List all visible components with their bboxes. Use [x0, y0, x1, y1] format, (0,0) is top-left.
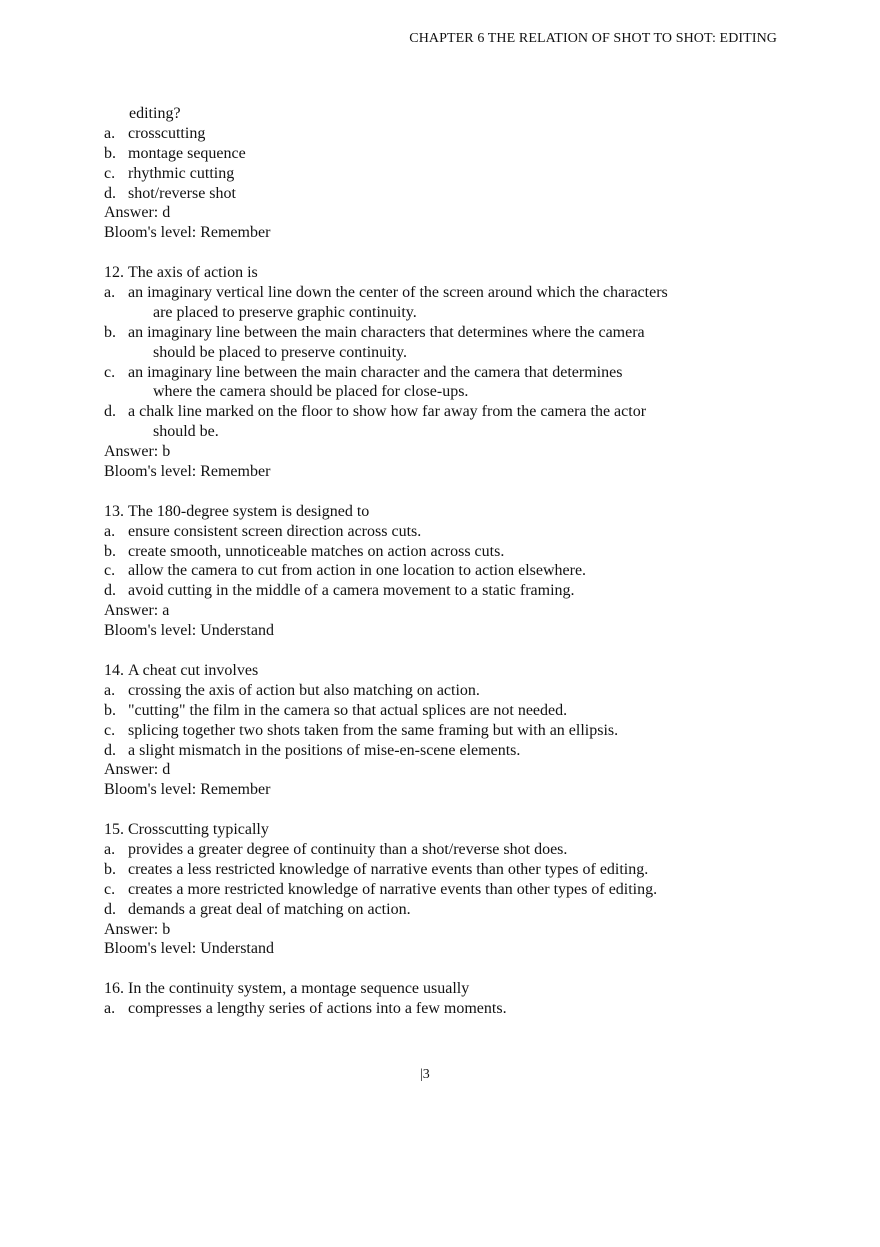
option-label: d.	[104, 900, 116, 918]
question-12-option-c	[104, 363, 784, 403]
question-12-bloom: Bloom's level: Remember	[104, 463, 271, 481]
question-text: Crosscutting typically	[128, 821, 269, 839]
question-12-option-d	[104, 402, 784, 442]
option-label: c.	[104, 721, 116, 739]
question-11-answer: Answer: d	[104, 204, 171, 222]
option-continuation: are placed to preserve graphic continuity.	[153, 303, 417, 321]
option-text: crossing the axis of action but also matching on action.	[128, 681, 480, 699]
question-16-stem	[104, 979, 784, 999]
option-text: avoid cutting in the middle of a camera movement to a static framing.	[128, 582, 575, 600]
running-header: CHAPTER 6 THE RELATION OF SHOT TO SHOT: EDITING	[409, 31, 777, 46]
question-13-option-d	[104, 581, 784, 601]
question-11-option-d	[104, 184, 784, 204]
option-label: d.	[104, 741, 116, 759]
option-text: an imaginary vertical line down the center of the screen around which the characters	[128, 284, 668, 302]
option-label: a.	[104, 522, 116, 540]
option-label: a.	[104, 840, 116, 858]
question-13-option-c	[104, 561, 784, 581]
option-label: c.	[104, 363, 116, 381]
question-15-bloom: Bloom's level: Understand	[104, 940, 274, 958]
question-15-option-b	[104, 860, 784, 880]
question-13-stem	[104, 502, 784, 522]
question-12-option-a	[104, 283, 784, 323]
question-15-option-a	[104, 840, 784, 860]
option-text: crosscutting	[128, 124, 206, 142]
option-text: an imaginary line between the main character and the camera that determines	[128, 363, 623, 381]
option-text: creates a less restricted knowledge of narrative events than other types of editing.	[128, 860, 649, 878]
question-14-answer: Answer: d	[104, 761, 171, 779]
question-15-stem	[104, 820, 784, 840]
question-number: 13.	[104, 502, 124, 520]
page-number: |3	[420, 1067, 430, 1082]
option-label: c.	[104, 562, 116, 580]
question-15-option-d	[104, 900, 784, 920]
option-continuation: where the camera should be placed for close-ups.	[153, 383, 469, 401]
question-14-option-b	[104, 701, 784, 721]
option-label: b.	[104, 542, 116, 560]
option-text: a chalk line marked on the floor to show how far away from the camera the actor	[128, 403, 647, 421]
question-16-option-a	[104, 999, 784, 1019]
option-label: b.	[104, 144, 116, 162]
option-text: allow the camera to cut from action in one location to action elsewhere.	[128, 562, 587, 580]
question-12-answer: Answer: b	[104, 443, 171, 461]
question-11-option-a	[104, 124, 784, 144]
question-13-option-b	[104, 542, 784, 562]
option-text: creates a more restricted knowledge of narrative events than other types of editing.	[128, 880, 658, 898]
option-text: an imaginary line between the main characters that determines where the camera	[128, 323, 645, 341]
question-11-stem-end: editing?	[129, 105, 181, 122]
option-label: d.	[104, 184, 116, 202]
option-label: d.	[104, 403, 116, 421]
option-label: c.	[104, 880, 116, 898]
question-text: The 180-degree system is designed to	[128, 502, 370, 520]
option-label: a.	[104, 681, 116, 699]
question-15-answer: Answer: b	[104, 920, 171, 938]
question-11-option-c	[104, 164, 784, 184]
question-13-option-a	[104, 522, 784, 542]
question-13-bloom: Bloom's level: Understand	[104, 622, 274, 640]
question-14-option-c	[104, 721, 784, 741]
option-text: demands a great deal of matching on action.	[128, 900, 411, 918]
question-14-option-d	[104, 741, 784, 761]
question-13-answer: Answer: a	[104, 602, 170, 620]
question-11-option-b	[104, 144, 784, 164]
option-text: rhythmic cutting	[128, 164, 235, 182]
question-14-option-a	[104, 681, 784, 701]
option-text: montage sequence	[128, 144, 246, 162]
option-continuation: should be.	[153, 423, 219, 441]
option-label: c.	[104, 164, 116, 182]
option-text: shot/reverse shot	[128, 184, 236, 202]
question-12-option-b	[104, 323, 784, 363]
option-label: b.	[104, 323, 116, 341]
question-text: The axis of action is	[128, 264, 258, 282]
option-label: a.	[104, 124, 116, 142]
question-14-stem	[104, 661, 784, 681]
option-text: compresses a lengthy series of actions into a few moments.	[128, 1000, 507, 1018]
option-label: a.	[104, 1000, 116, 1018]
question-text: A cheat cut involves	[128, 661, 259, 679]
option-text: provides a greater degree of continuity than a shot/reverse shot does.	[128, 840, 568, 858]
question-number: 12.	[104, 264, 124, 282]
question-11-bloom: Bloom's level: Remember	[104, 224, 271, 242]
option-text: create smooth, unnoticeable matches on action across cuts.	[128, 542, 505, 560]
option-label: b.	[104, 860, 116, 878]
question-text: In the continuity system, a montage sequence usually	[128, 980, 470, 998]
question-15-option-c	[104, 880, 784, 900]
option-label: a.	[104, 284, 116, 302]
option-label: d.	[104, 582, 116, 600]
option-text: splicing together two shots taken from the same framing but with an ellipsis.	[128, 721, 619, 739]
option-text: a slight mismatch in the positions of mise-en-scene elements.	[128, 741, 521, 759]
option-continuation: should be placed to preserve continuity.	[153, 343, 407, 361]
option-text: ensure consistent screen direction across cuts.	[128, 522, 422, 540]
question-number: 14.	[104, 661, 124, 679]
question-list	[104, 104, 784, 1019]
option-text: "cutting" the film in the camera so that actual splices are not needed.	[128, 701, 568, 719]
question-12-stem	[104, 263, 784, 283]
question-number: 16.	[104, 980, 124, 998]
question-14-bloom: Bloom's level: Remember	[104, 781, 271, 799]
question-number: 15.	[104, 821, 124, 839]
option-label: b.	[104, 701, 116, 719]
